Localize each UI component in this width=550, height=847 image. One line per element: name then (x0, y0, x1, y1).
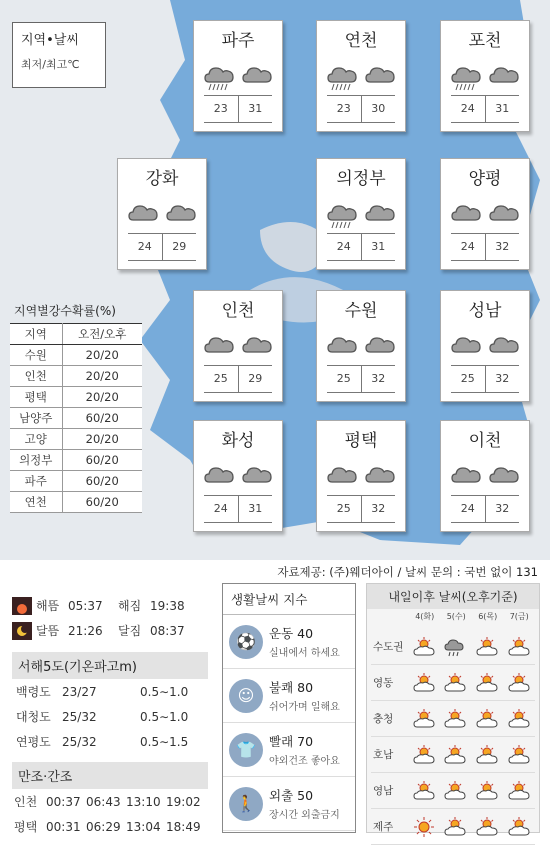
cloud-rain-icon (326, 198, 358, 230)
precip-region: 수원 (10, 345, 62, 366)
city-name: 포천 (468, 31, 502, 51)
sun-moon-times (12, 593, 208, 643)
seas-title: 서해5도(기온파고m) (12, 652, 208, 679)
life-index-name: 운동 40 (269, 626, 314, 641)
sun-icon (413, 816, 435, 838)
precip-value: 20/20 (62, 345, 142, 366)
sun-cloud-icon (476, 672, 498, 694)
temp-high: 31 (248, 102, 263, 115)
discomfort-icon: ☺ (229, 679, 263, 713)
sun-cloud-icon (444, 744, 466, 766)
sun-cloud-icon (413, 672, 435, 694)
temp-low: 24 (128, 234, 163, 260)
cloud-icon (127, 198, 159, 230)
life-index-item (223, 723, 355, 777)
city-card (440, 158, 530, 270)
tide-time: 00:37 (46, 794, 81, 809)
city-card (117, 158, 207, 270)
cloud-icon (241, 60, 273, 92)
city-card (440, 420, 530, 532)
table-row (10, 387, 142, 408)
cloud-icon (450, 460, 482, 492)
wave-height: 0.5∼1.0 (140, 709, 189, 724)
moonrise-icon (12, 622, 32, 640)
cloud-icon (165, 198, 197, 230)
life-index-item (223, 615, 355, 669)
forecast-row (371, 809, 535, 845)
cloud-icon (326, 330, 358, 362)
life-index-desc: 실내에서 하세요 (269, 648, 340, 659)
city-name: 화성 (221, 431, 255, 451)
cloud-icon (364, 60, 396, 92)
temp-low: 24 (451, 234, 486, 260)
tide-place: 평택 (14, 820, 38, 834)
cloud-icon (488, 330, 520, 362)
sunrise-time: 05:37 (68, 598, 103, 613)
forecast-day: 4(화) (415, 612, 435, 621)
cloud-icon (203, 330, 235, 362)
life-index-item (223, 669, 355, 723)
precip-region: 의정부 (10, 450, 62, 471)
legend-title: 지역•날씨 (21, 33, 79, 48)
life-index (222, 583, 356, 833)
sun-cloud-icon (413, 780, 435, 802)
tide-time: 00:31 (46, 819, 81, 834)
seas-row (12, 704, 208, 729)
sun-cloud-icon (476, 744, 498, 766)
tide-row (12, 789, 208, 814)
sun-cloud-icon (508, 708, 530, 730)
forecast-day: 6(목) (478, 612, 498, 621)
table-row (10, 471, 142, 492)
moonset-label: 달짐 (118, 624, 142, 638)
life-index-desc: 장시간 외출금지 (269, 810, 340, 821)
sun-cloud-icon (413, 636, 435, 658)
temp-low: 25 (327, 496, 362, 522)
precip-region: 파주 (10, 471, 62, 492)
sun-cloud-icon (508, 672, 530, 694)
tomorrow-forecast (366, 583, 540, 833)
sun-cloud-icon (444, 780, 466, 802)
map-legend (12, 22, 106, 88)
sun-cloud-icon (508, 636, 530, 658)
city-name: 파주 (221, 31, 255, 51)
sunset-label: 해짐 (118, 599, 142, 613)
temp-low: 24 (204, 496, 239, 522)
city-name: 평택 (344, 431, 378, 451)
temp-high: 32 (495, 372, 510, 385)
precip-header-region: 지역 (10, 324, 62, 345)
tide-time: 19:02 (166, 794, 201, 809)
cloud-icon (241, 460, 273, 492)
forecast-row (371, 773, 535, 809)
temp-high: 29 (172, 240, 187, 253)
temp-high: 31 (371, 240, 386, 253)
outing-icon: 🚶 (229, 787, 263, 821)
cloud-rain-icon (444, 636, 466, 658)
seas-row (12, 729, 208, 754)
sun-cloud-icon (476, 780, 498, 802)
city-card (316, 20, 406, 132)
table-row (10, 345, 142, 366)
sun-cloud-icon (508, 744, 530, 766)
cloud-icon (241, 330, 273, 362)
temp-low: 24 (327, 234, 362, 260)
city-name: 성남 (468, 301, 502, 321)
wave-height: 0.5∼1.0 (140, 684, 189, 699)
forecast-row (371, 701, 535, 737)
forecast-row (371, 737, 535, 773)
forecast-region: 수도권 (373, 641, 404, 653)
temp-low: 23 (204, 96, 239, 122)
forecast-region: 영동 (373, 677, 394, 689)
precip-region: 연천 (10, 492, 62, 513)
city-name: 연천 (344, 31, 378, 51)
temp-low: 24 (451, 496, 486, 522)
tide-place: 인천 (14, 795, 38, 809)
sun-cloud-icon (508, 816, 530, 838)
island-name: 대청도 (16, 710, 51, 724)
precip-title: 지역별강수확률(%) (14, 304, 116, 318)
precip-region: 남양주 (10, 408, 62, 429)
precip-region: 고양 (10, 429, 62, 450)
temp-high: 31 (495, 102, 510, 115)
precip-region: 인천 (10, 366, 62, 387)
forecast-region: 제주 (373, 821, 394, 833)
city-name: 양평 (468, 169, 502, 189)
cloud-icon (326, 460, 358, 492)
temp-low: 23 (327, 96, 362, 122)
table-row (10, 450, 142, 471)
sun-cloud-icon (444, 672, 466, 694)
precip-value: 20/20 (62, 366, 142, 387)
table-row (10, 429, 142, 450)
precip-value: 20/20 (62, 429, 142, 450)
temp-high: 32 (371, 372, 386, 385)
precip-value: 20/20 (62, 387, 142, 408)
island-name: 연평도 (16, 735, 51, 749)
temp-high: 30 (371, 102, 386, 115)
moonset-time: 08:37 (150, 623, 185, 638)
island-temp: 25/32 (62, 734, 97, 749)
sun-cloud-icon (476, 708, 498, 730)
west-sea-islands (12, 652, 208, 754)
tide-time: 13:10 (126, 794, 161, 809)
tide-time: 06:43 (86, 794, 121, 809)
city-card (316, 290, 406, 402)
city-name: 이천 (468, 431, 502, 451)
cloud-rain-icon (326, 60, 358, 92)
life-index-desc: 쉬어가며 일해요 (269, 702, 340, 713)
cloud-icon (364, 460, 396, 492)
city-card (193, 20, 283, 132)
life-index-name: 외출 50 (269, 788, 314, 803)
forecast-row (371, 665, 535, 701)
forecast-region: 충청 (373, 713, 394, 725)
forecast-day: 5(수) (446, 612, 466, 621)
seas-row (12, 679, 208, 704)
tide-time: 18:49 (166, 819, 201, 834)
city-name: 강화 (145, 169, 179, 189)
cloud-icon (450, 198, 482, 230)
city-card (193, 290, 283, 402)
island-temp: 23/27 (62, 684, 97, 699)
city-card (316, 158, 406, 270)
temp-low: 25 (204, 366, 239, 392)
sun-cloud-icon (476, 816, 498, 838)
temp-high: 32 (495, 240, 510, 253)
temp-low: 24 (451, 96, 486, 122)
city-card (440, 20, 530, 132)
cloud-icon (488, 60, 520, 92)
precip-region: 평택 (10, 387, 62, 408)
sun-cloud-icon (508, 780, 530, 802)
sun-cloud-icon (444, 816, 466, 838)
moon-row (12, 618, 208, 643)
table-row (10, 492, 142, 513)
temp-low: 25 (327, 366, 362, 392)
tomorrow-title: 내일이후 날씨(오후기준) (367, 584, 539, 609)
tides-title: 만조·간조 (12, 762, 208, 789)
moonrise-label: 달뜸 (36, 624, 60, 638)
precip-value: 60/20 (62, 492, 142, 513)
cloud-icon (364, 330, 396, 362)
city-card (316, 420, 406, 532)
forecast-region: 호남 (373, 749, 394, 761)
forecast-day: 7(금) (509, 612, 529, 621)
cloud-icon (364, 198, 396, 230)
wave-height: 0.5∼1.5 (140, 734, 189, 749)
sunset-time: 19:38 (150, 598, 185, 613)
cloud-icon (488, 460, 520, 492)
forecast-region: 영남 (373, 785, 394, 797)
temp-high: 32 (495, 502, 510, 515)
tide-time: 13:04 (126, 819, 161, 834)
sun-cloud-icon (444, 708, 466, 730)
precip-value: 60/20 (62, 471, 142, 492)
cloud-rain-icon (450, 60, 482, 92)
laundry-icon: 👕 (229, 733, 263, 767)
city-name: 수원 (344, 301, 378, 321)
city-name: 의정부 (336, 169, 386, 189)
data-source: 자료제공: (주)웨더아이 / 날씨 문의 : 국번 없이 131 (277, 565, 538, 579)
sun-cloud-icon (413, 744, 435, 766)
life-index-name: 빨래 70 (269, 734, 314, 749)
temp-low: 25 (451, 366, 486, 392)
temp-high: 31 (248, 502, 263, 515)
precip-value: 60/20 (62, 408, 142, 429)
moonrise-time: 21:26 (68, 623, 103, 638)
island-name: 백령도 (16, 685, 51, 699)
life-index-desc: 야외건조 좋아요 (269, 756, 340, 767)
sunrise-label: 해뜸 (36, 599, 60, 613)
legend-unit: 최저/최고℃ (21, 58, 80, 71)
sun-cloud-icon (476, 636, 498, 658)
city-name: 인천 (221, 301, 255, 321)
table-row (10, 408, 142, 429)
temp-high: 32 (371, 502, 386, 515)
city-card (193, 420, 283, 532)
cloud-rain-icon (203, 60, 235, 92)
cloud-icon (203, 460, 235, 492)
tide-row (12, 814, 208, 839)
sun-cloud-icon (413, 708, 435, 730)
precip-table (10, 300, 140, 513)
cloud-icon (488, 198, 520, 230)
sun-row (12, 593, 208, 618)
temp-high: 29 (248, 372, 263, 385)
sunrise-icon (12, 597, 32, 615)
exercise-icon: ⚽ (229, 625, 263, 659)
precip-value: 60/20 (62, 450, 142, 471)
city-card (440, 290, 530, 402)
table-row (10, 366, 142, 387)
life-title: 생활날씨 지수 (223, 584, 355, 615)
tide-times (12, 762, 208, 839)
tide-time: 06:29 (86, 819, 121, 834)
cloud-icon (450, 330, 482, 362)
island-temp: 25/32 (62, 709, 97, 724)
precip-header-value: 오전/오후 (62, 324, 142, 345)
forecast-row (371, 629, 535, 665)
life-index-name: 불쾌 80 (269, 680, 314, 695)
life-index-item (223, 777, 355, 831)
